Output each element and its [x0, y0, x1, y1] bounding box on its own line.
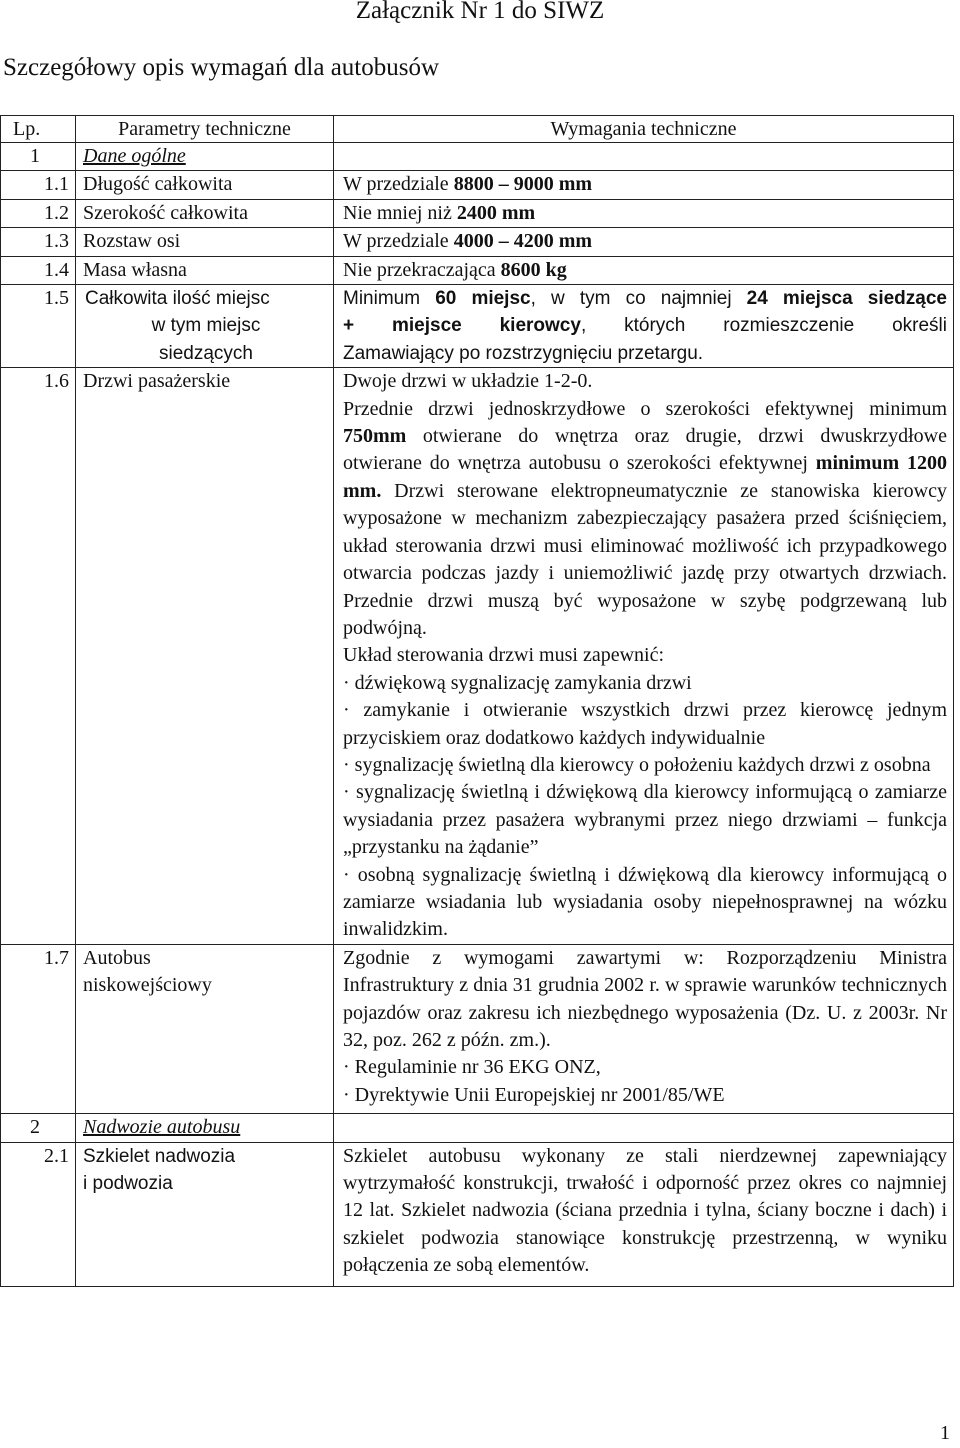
requirement-value: 8800 – 9000 mm	[453, 173, 593, 196]
row-parameter: Rozstaw osi	[76, 228, 334, 256]
table-row	[1, 256, 954, 284]
requirement-text: Nie mniej niż	[343, 201, 457, 224]
row-requirement	[334, 1114, 954, 1142]
row-lp: 1.1	[1, 171, 76, 199]
requirement-text: W przedziale	[343, 173, 454, 196]
row-parameter	[76, 944, 334, 1113]
header-parameters: Parametry techniczne	[76, 116, 334, 143]
requirement-bullet: · sygnalizację świetlną i dźwiękową dla kierowcy informującą o zamiarze wysiadania przez pasażera wybranymi przez niego drzwiami – funkcja „przystanku na żądanie”	[343, 781, 947, 859]
row-requirement	[334, 171, 954, 199]
row-lp: 1	[1, 143, 76, 171]
spacer	[343, 1109, 947, 1113]
table-row	[1, 1114, 954, 1142]
row-lp: 1.4	[1, 256, 76, 284]
table-row	[1, 143, 954, 171]
requirement-intro: Dwoje drzwi w układzie 1-2-0.	[343, 370, 593, 393]
row-lp: 1.3	[1, 228, 76, 256]
requirement-text: Przednie drzwi jednoskrzydłowe o szerokości efektywnej minimum	[343, 397, 947, 420]
requirement-text: Drzwi sterowane elektropneumatycznie ze stanowiska kierowcy wyposażone w mechanizm zabezpieczający pasażera przed ściśnięciem, układ sterowania drzwi musi eliminować możliwość ich przypadkowego otwarcia podczas jazdy i uniemożliwić jazdę przy otwartych drzwiach. Przednie drzwi muszą być wyposażone w szybę podgrzewaną lub podwójną.	[343, 479, 947, 639]
requirement-text: Nie przekraczająca	[343, 258, 501, 281]
requirement-text: Minimum	[343, 288, 436, 310]
row-requirement	[334, 944, 954, 1113]
requirement-text: , których rozmieszczenie określi	[580, 315, 947, 337]
row-requirement	[334, 368, 954, 945]
row-requirement	[334, 143, 954, 171]
table-header-row	[1, 116, 954, 143]
requirement-bullet: · dźwiękową sygnalizację zamykania drzwi	[343, 671, 692, 694]
row-lp: 1.5	[1, 285, 76, 368]
row-requirement	[334, 228, 954, 256]
section-label-text: Dane ogólne	[83, 145, 186, 167]
row-parameter: Długość całkowita	[76, 171, 334, 199]
requirement-subheading: Układ sterowania drzwi musi zapewnić:	[343, 644, 665, 667]
spacer	[343, 1280, 947, 1286]
row-lp: 1.2	[1, 199, 76, 227]
requirements-table	[0, 115, 954, 1287]
requirement-bullet: · osobną sygnalizację świetlną i dźwiękową dla kierowcy informującą o zamiarze wsiadania lub wysiadania osoby niepełnosprawnej na wózku inwalidzkim.	[343, 863, 947, 941]
table-row	[1, 285, 954, 368]
param-line: Autobus	[83, 946, 151, 969]
section-label	[76, 1114, 334, 1142]
row-lp: 1.7	[1, 944, 76, 1113]
row-requirement	[334, 285, 954, 368]
requirement-bullet: · zamykanie i otwieranie wszystkich drzwi przez kierowcę jednym przyciskiem oraz dodatkowo każdych indywidualnie	[343, 699, 947, 749]
section-label-text: Nadwozie autobusu	[83, 1116, 241, 1139]
param-line: siedzących	[159, 342, 253, 364]
table-row	[1, 171, 954, 199]
annex-title: Załącznik Nr 1 do SIWZ	[355, 0, 605, 24]
requirement-line	[343, 312, 947, 339]
param-line: Szkielet nadwozia	[83, 1145, 236, 1167]
row-parameter	[76, 285, 334, 368]
table-row	[1, 228, 954, 256]
row-lp: 1.6	[1, 368, 76, 945]
requirement-value: 60 miejsc	[435, 288, 531, 310]
param-line: niskowejściowy	[83, 974, 212, 997]
requirement-paragraph	[343, 396, 947, 643]
row-parameter: Drzwi pasażerskie	[76, 368, 334, 945]
document-title: Szczegółowy opis wymagań dla autobusów	[3, 54, 440, 81]
row-lp: 2.1	[1, 1142, 76, 1286]
requirement-text: otwierane do wnętrza oraz drugie, drzwi dwuskrzydłowe otwierane do wnętrza autobusu o szerokości efektywnej	[343, 425, 947, 475]
requirement-paragraph: Szkielet autobusu wykonany ze stali nierdzewnej zapewniający wytrzymałość konstrukcji, trwałość i odporność przez okres co najmniej 12 lat. Szkielet nadwozia (ściana przednia i tylna, ściany boczne i dach) i szkielet podwozia stanowiące konstrukcję przestrzenną, w wyniku połączenia ze sobą elementów.	[343, 1144, 947, 1277]
requirement-bullet: · Dyrektywie Unii Europejskiej nr 2001/85/WE	[343, 1083, 725, 1106]
table-row	[1, 1142, 954, 1286]
requirement-value: 2400 mm	[456, 201, 536, 224]
requirement-text: W przedziale	[343, 230, 454, 253]
table-row	[1, 368, 954, 945]
section-label	[76, 143, 334, 171]
row-requirement	[334, 1142, 954, 1286]
row-requirement	[334, 199, 954, 227]
requirement-paragraph: Zgodnie z wymogami zawartymi w: Rozporządzeniu Ministra Infrastruktury z dnia 31 grudnia 2002 r. w sprawie warunków technicznych pojazdów oraz zakresu ich niezbędnego wyposażenia (Dz. U. z 2003r. Nr 32, poz. 262 z późn. zm.).	[343, 946, 947, 1051]
table-row	[1, 944, 954, 1113]
requirement-value: 8600 kg	[500, 258, 567, 281]
requirement-line	[343, 285, 947, 312]
row-requirement	[334, 256, 954, 284]
table-row	[1, 199, 954, 227]
row-parameter: Masa własna	[76, 256, 334, 284]
requirement-bullet: · Regulaminie nr 36 EKG ONZ,	[343, 1056, 601, 1079]
row-lp: 2	[1, 1114, 76, 1142]
row-parameter: Szerokość całkowita	[76, 199, 334, 227]
requirement-value: 24 miejsca siedzące	[746, 288, 947, 310]
header-requirements: Wymagania techniczne	[334, 116, 954, 143]
page-number: 1	[940, 1422, 950, 1444]
requirement-text: , w tym co najmniej	[530, 288, 747, 310]
requirement-bullet: · sygnalizację świetlną dla kierowcy o położeniu każdych drzwi z osobna	[343, 753, 931, 776]
param-line: Całkowita ilość miejsc	[85, 288, 270, 310]
requirement-value: 750mm	[343, 425, 407, 448]
header-lp: Lp.	[1, 116, 76, 143]
param-line: w tym miejsc	[151, 315, 261, 337]
requirement-value: minimum 1200 mm.	[343, 452, 947, 502]
requirement-line: Zamawiający po rozstrzygnięciu przetargu.	[343, 342, 704, 364]
row-parameter	[76, 1142, 334, 1286]
param-line: i podwozia	[83, 1173, 173, 1195]
requirement-value: 4000 – 4200 mm	[453, 230, 593, 253]
requirement-value: + miejsce kierowcy	[343, 315, 581, 337]
